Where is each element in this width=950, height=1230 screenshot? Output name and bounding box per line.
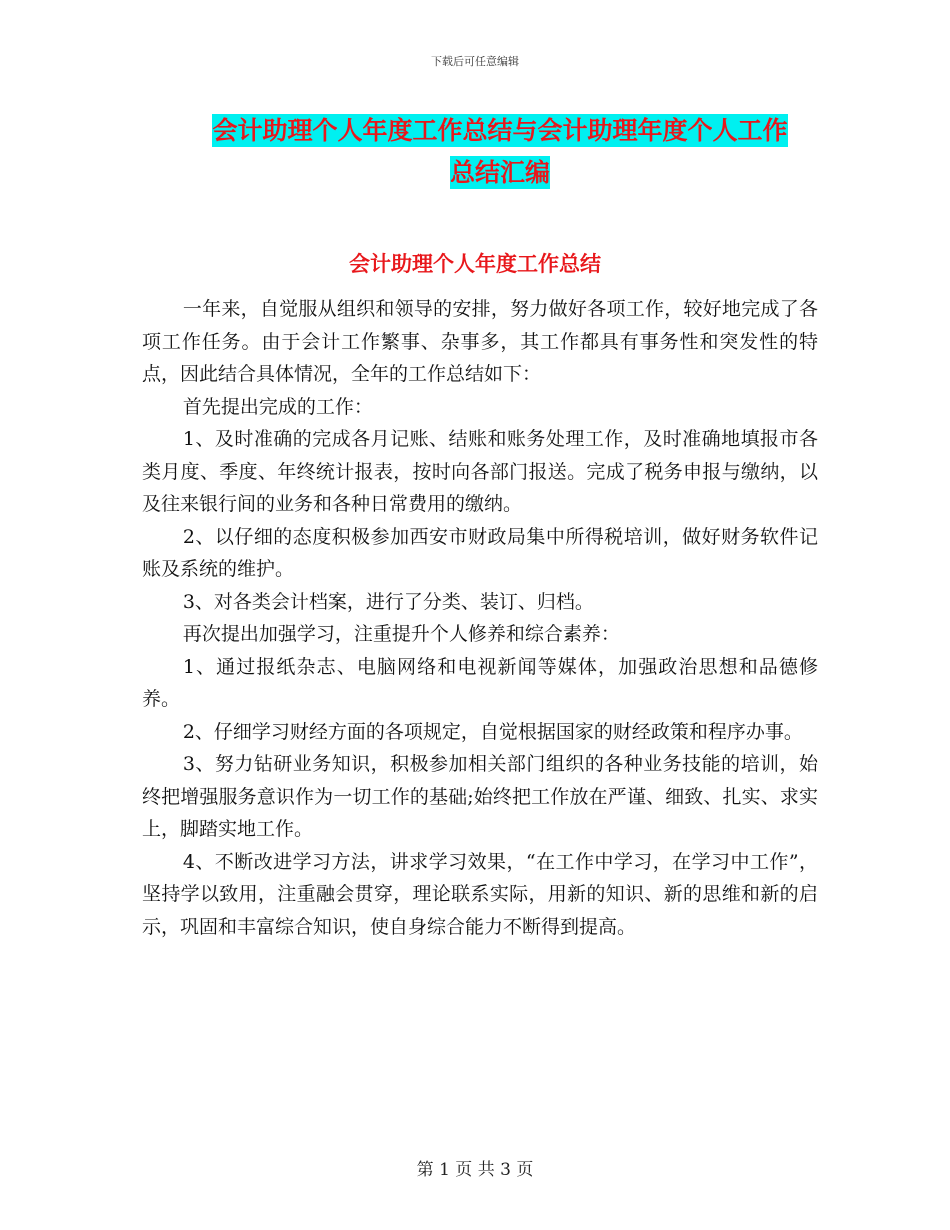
paragraph-completed-item-1: 1、及时准确的完成各月记账、结账和账务处理工作，及时准确地填报市各类月度、季度、年终统计报表，按时向各部门报送。完成了税务申报与缴纳，以及往来银行间的业务和各种日常费用的缴纳。 bbox=[142, 428, 818, 515]
document-title-line1: 会计助理个人年度工作总结与会计助理年度个人工作 bbox=[212, 116, 788, 145]
paragraph-completed-item-2: 2、以仔细的态度积极参加西安市财政局集中所得税培训，做好财务软件记账及系统的维护。 bbox=[142, 525, 818, 580]
paragraph-completed-work-heading: 首先提出完成的工作： bbox=[182, 395, 373, 418]
paragraph-study-heading: 再次提出加强学习，注重提升个人修养和综合素养： bbox=[182, 623, 620, 645]
header-note: 下载后可任意编辑 bbox=[431, 55, 519, 68]
document-body bbox=[142, 293, 818, 943]
paragraph-completed-item-3: 3、对各类会计档案，进行了分类、装订、归档。 bbox=[182, 590, 594, 613]
paragraph-intro: 一年来，自觉服从组织和领导的安排，努力做好各项工作，较好地完成了各项工作任务。由于会计工作繁事、杂事多，其工作都具有事务性和突发性的特点，因此结合具体情况，全年的工作总结如下： bbox=[142, 298, 818, 385]
section-heading: 会计助理个人年度工作总结 bbox=[349, 252, 601, 276]
document-title-line2: 总结汇编 bbox=[449, 158, 550, 187]
paragraph-study-item-3: 3、努力钻研业务知识，积极参加相关部门组织的各种业务技能的培训，始终把增强服务意识作为一切工作的基础;始终把工作放在严谨、细致、扎实、求实上，脚踏实地工作。 bbox=[142, 753, 818, 840]
document-title bbox=[120, 110, 880, 194]
paragraph-study-item-1: 1、通过报纸杂志、电脑网络和电视新闻等媒体，加强政治思想和品德修养。 bbox=[142, 655, 818, 710]
paragraph-study-item-2: 2、仔细学习财经方面的各项规定，自觉根据国家的财经政策和程序办事。 bbox=[182, 720, 803, 743]
page-number-footer: 第 1 页 共 3 页 bbox=[416, 1160, 534, 1180]
paragraph-study-item-4: 4、不断改进学习方法，讲求学习效果，“在工作中学习，在学习中工作”，坚持学以致用，注重融会贯穿，理论联系实际，用新的知识、新的思维和新的启示，巩固和丰富综合知识，使自身综合能力不断得到提高。 bbox=[142, 850, 818, 938]
